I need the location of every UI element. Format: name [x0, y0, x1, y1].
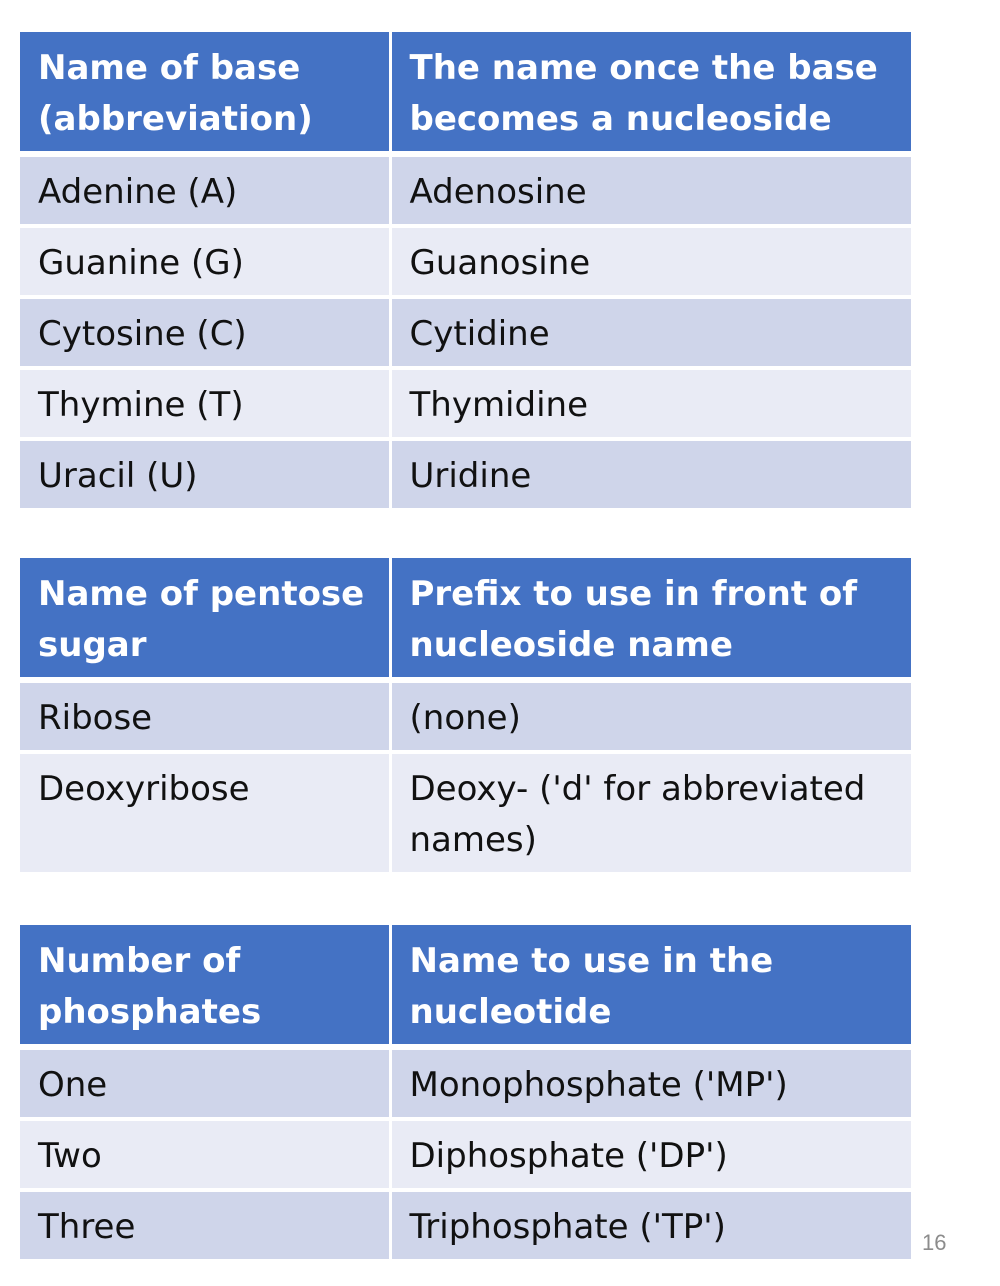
table-cell: Monophosphate ('MP') [390, 1047, 911, 1119]
sugars-table [20, 558, 911, 872]
table-row [20, 439, 911, 508]
table-header-row [20, 32, 911, 154]
table-header-row [20, 558, 911, 680]
table-cell: Guanosine [390, 226, 911, 297]
table-cell: Deoxyribose [20, 752, 390, 872]
table-row [20, 1119, 911, 1190]
column-header: Name of base (abbreviation) [20, 32, 390, 154]
table-row [20, 226, 911, 297]
column-header: The name once the base becomes a nucleoside [390, 32, 911, 154]
table-row [20, 680, 911, 752]
table-row [20, 154, 911, 226]
table-cell: Triphosphate ('TP') [390, 1190, 911, 1259]
column-header: Prefix to use in front of nucleoside name [390, 558, 911, 680]
table-cell: Thymidine [390, 368, 911, 439]
bases-table [20, 32, 911, 508]
table-cell: Adenine (A) [20, 154, 390, 226]
column-header: Name to use in the nucleotide [390, 925, 911, 1047]
table-cell: Guanine (G) [20, 226, 390, 297]
phosphates-table [20, 925, 911, 1259]
page-number: 16 [922, 1230, 947, 1255]
table-cell: Ribose [20, 680, 390, 752]
column-header: Name of pentose sugar [20, 558, 390, 680]
table-row [20, 1047, 911, 1119]
table-cell: (none) [390, 680, 911, 752]
table-cell: Two [20, 1119, 390, 1190]
table-cell: Cytidine [390, 297, 911, 368]
table-row [20, 752, 911, 872]
column-header: Number of phosphates [20, 925, 390, 1047]
table-header-row [20, 925, 911, 1047]
table-cell: Thymine (T) [20, 368, 390, 439]
table-row [20, 1190, 911, 1259]
table-cell: Cytosine (C) [20, 297, 390, 368]
table-row [20, 297, 911, 368]
table-cell: Uracil (U) [20, 439, 390, 508]
table-cell: Diphosphate ('DP') [390, 1119, 911, 1190]
table-cell: Adenosine [390, 154, 911, 226]
table-cell: Three [20, 1190, 390, 1259]
table-cell: Uridine [390, 439, 911, 508]
table-row [20, 368, 911, 439]
table-cell: One [20, 1047, 390, 1119]
table-cell: Deoxy- ('d' for abbreviated names) [390, 752, 911, 872]
